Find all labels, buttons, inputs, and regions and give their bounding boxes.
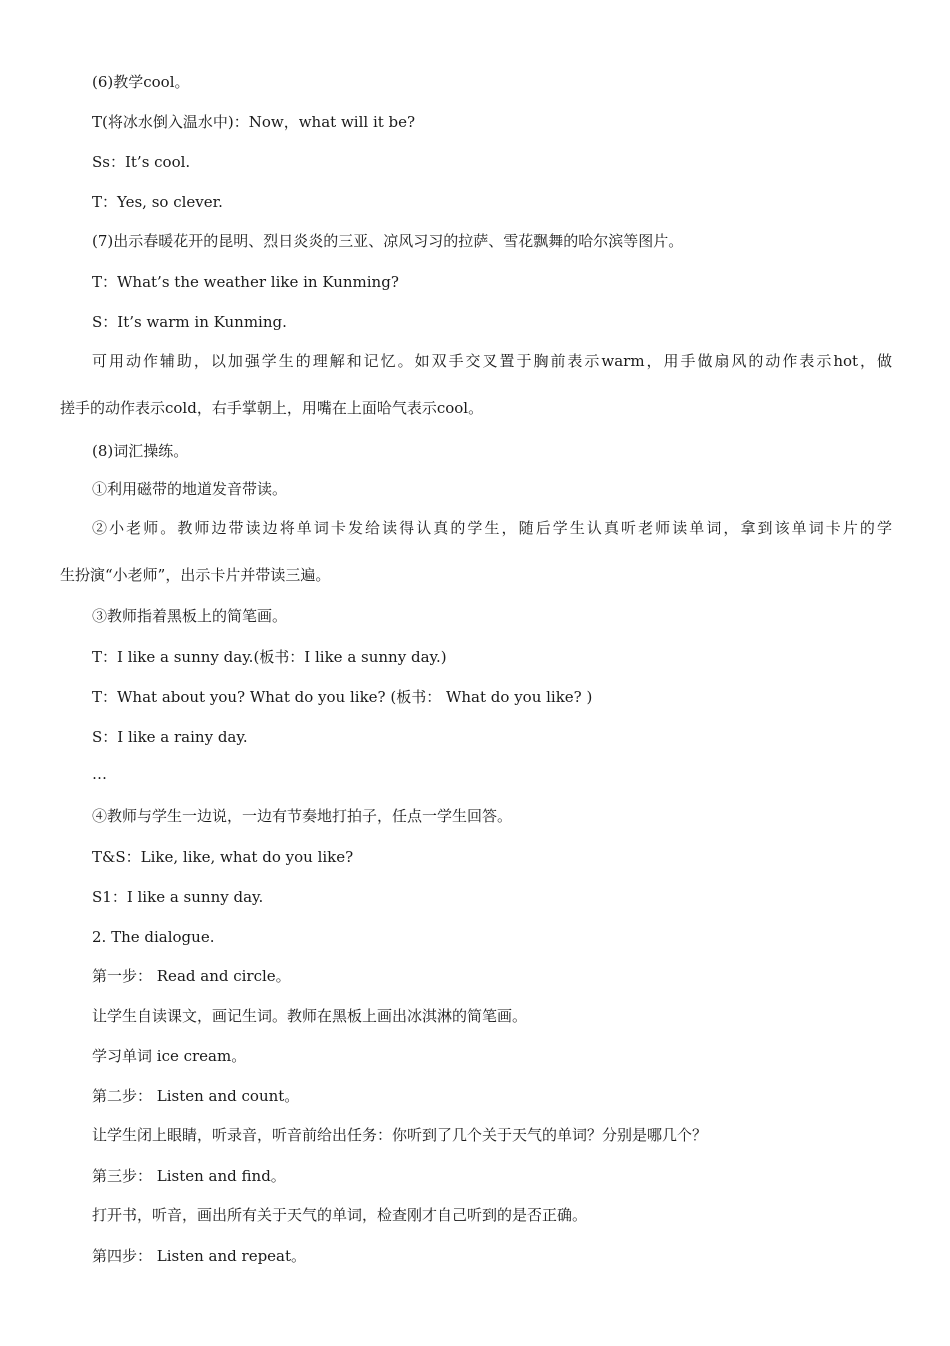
step-heading: 第二步： Listen and count。 [92, 1087, 300, 1105]
dialogue-line: T：I like a sunny day.(板书：I like a sunny day.) [92, 648, 447, 666]
step-description: 让学生自读课文，画记生词。教师在黑板上画出冰淇淋的简笔画。 [92, 1007, 528, 1025]
paragraph-little-teacher [60, 518, 892, 585]
section-heading-vocab-practice: (8)词汇操练。 [92, 442, 189, 460]
paragraph-actions [60, 351, 892, 418]
step-heading: 第一步： Read and circle。 [92, 967, 291, 985]
step-description: 让学生闭上眼睛，听录音，听音前给出任务：你听到了几个关于天气的单词？分别是哪几个？ [92, 1126, 708, 1144]
section-heading-show-pictures: (7)出示春暖花开的昆明、烈日炎炎的三亚、凉风习习的拉萨、雪花飘舞的哈尔滨等图片。 [92, 232, 684, 250]
paragraph-line: 生扮演“小老师”，出示卡片并带读三遍。 [60, 566, 331, 584]
section-heading-teach-cool: (6)教学cool。 [92, 73, 190, 91]
list-item: ④教师与学生一边说，一边有节奏地打拍子，任点一学生回答。 [92, 807, 513, 825]
paragraph-line: ②小老师。教师边带读边将单词卡发给读得认真的学生，随后学生认真听老师读单词，拿到该单词卡片的学 [92, 519, 892, 537]
ellipsis: … [92, 765, 107, 783]
paragraph-line: 可用动作辅助，以加强学生的理解和记忆。如双手交叉置于胸前表示warm，用手做扇风的动作表示hot，做 [92, 352, 892, 370]
step-description: 打开书，听音，画出所有关于天气的单词，检查刚才自己听到的是否正确。 [92, 1206, 588, 1224]
dialogue-line: Ss：It’s cool. [92, 153, 191, 171]
step-heading: 第三步： Listen and find。 [92, 1167, 286, 1185]
dialogue-line: S：It’s warm in Kunming. [92, 313, 287, 331]
dialogue-line: T&S：Like, like, what do you like? [92, 848, 354, 866]
paragraph-line: 搓手的动作表示cold，右手掌朝上，用嘴在上面哈气表示cool。 [60, 399, 484, 417]
dialogue-line: T：What about you? What do you like? (板书： What do you like? ) [92, 688, 593, 706]
dialogue-line: T：What’s the weather like in Kunming? [92, 273, 399, 291]
dialogue-line: S1：I like a sunny day. [92, 888, 264, 906]
step-heading: 第四步： Listen and repeat。 [92, 1247, 307, 1265]
dialogue-line: S：I like a rainy day. [92, 728, 248, 746]
section-heading-dialogue: 2. The dialogue. [92, 928, 215, 946]
step-description: 学习单词 ice cream。 [92, 1047, 247, 1065]
list-item: ③教师指着黑板上的简笔画。 [92, 607, 288, 625]
dialogue-line: T(将冰水倒入温水中)：Now，what will it be? [92, 113, 416, 131]
list-item: ①利用磁带的地道发音带读。 [92, 480, 288, 498]
dialogue-line: T：Yes, so clever. [92, 193, 223, 211]
